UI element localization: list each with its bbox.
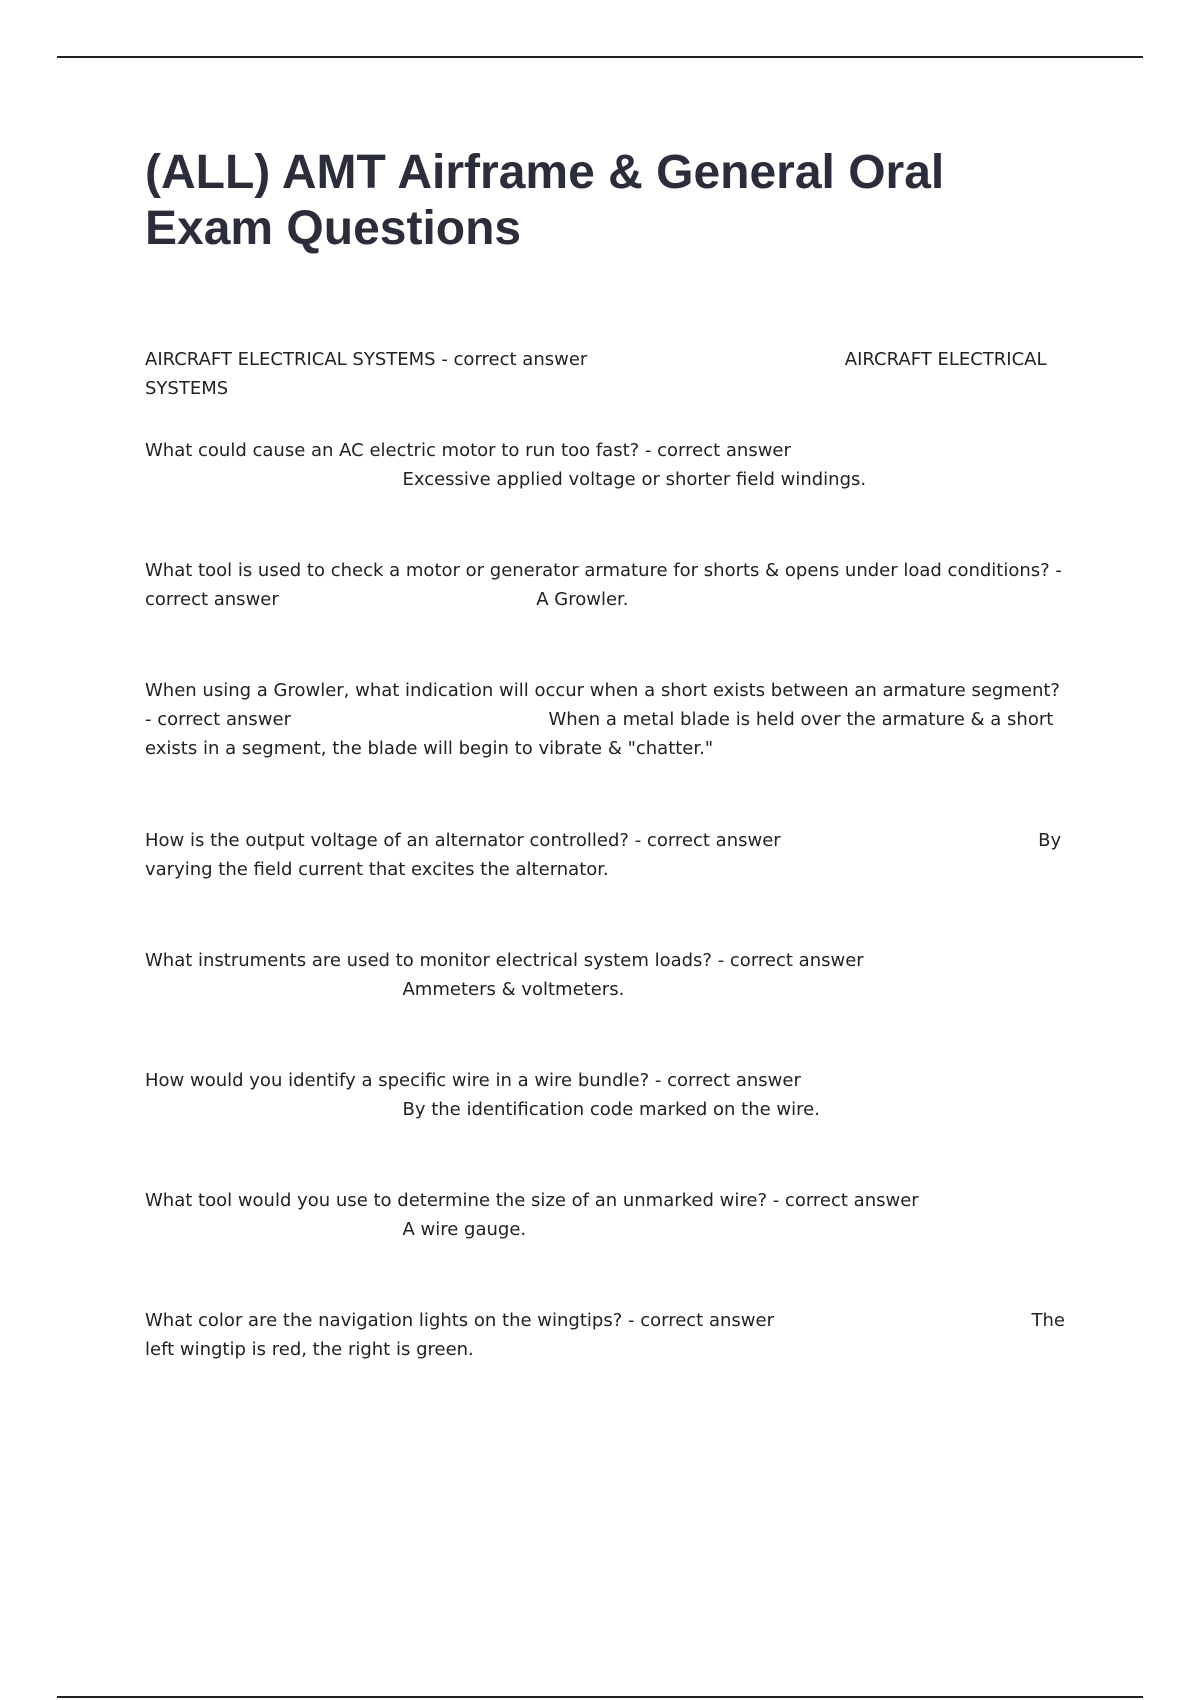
qa-item-7 xyxy=(145,1066,1070,1124)
answer-text: Excessive applied voltage or shorter field windings. xyxy=(402,469,867,490)
question-text: What color are the navigation lights on the wingtips? - correct answer xyxy=(145,1310,774,1331)
question-text: When using a Growler, what indication will occur when a short exists between an armature segment? - correct answer xyxy=(145,680,1060,730)
bottom-rule xyxy=(57,1696,1143,1698)
answer-text: AIRCRAFT ELECTRICAL SYSTEMS xyxy=(145,349,1047,399)
question-text: AIRCRAFT ELECTRICAL SYSTEMS - correct answer xyxy=(145,349,588,370)
qa-item-1 xyxy=(145,345,1070,403)
document-title: (ALL) AMT Airframe & General Oral Exam Questions xyxy=(145,146,945,255)
question-text: What tool is used to check a motor or generator armature for shorts & opens under load conditions? - correct answer xyxy=(145,560,1062,610)
answer-text: Ammeters & voltmeters. xyxy=(402,979,625,1000)
answer-text: By the identification code marked on the wire. xyxy=(402,1099,820,1120)
answer-text: The left wingtip is red, the right is green. xyxy=(145,1310,1065,1360)
question-text: How is the output voltage of an alternator controlled? - correct answer xyxy=(145,830,781,851)
question-text: What tool would you use to determine the size of an unmarked wire? - correct answer xyxy=(145,1190,919,1211)
qa-item-8 xyxy=(145,1186,1070,1244)
answer-text: A Growler. xyxy=(536,589,629,610)
qa-item-9 xyxy=(145,1306,1070,1364)
qa-item-6 xyxy=(145,946,1070,1004)
question-text: How would you identify a specific wire in a wire bundle? - correct answer xyxy=(145,1070,801,1091)
question-text: What could cause an AC electric motor to run too fast? - correct answer xyxy=(145,440,791,461)
answer-text: When a metal blade is held over the armature & a short exists in a segment, the blade will begin to vibrate & "chatter." xyxy=(145,709,1054,759)
qa-item-2 xyxy=(145,436,1070,494)
answer-text: By varying the field current that excites the alternator. xyxy=(145,830,1062,880)
answer-text: A wire gauge. xyxy=(402,1219,527,1240)
qa-item-3 xyxy=(145,556,1070,614)
top-rule xyxy=(57,56,1143,58)
qa-item-4 xyxy=(145,676,1070,763)
question-text: What instruments are used to monitor electrical system loads? - correct answer xyxy=(145,950,864,971)
qa-item-5 xyxy=(145,826,1070,884)
